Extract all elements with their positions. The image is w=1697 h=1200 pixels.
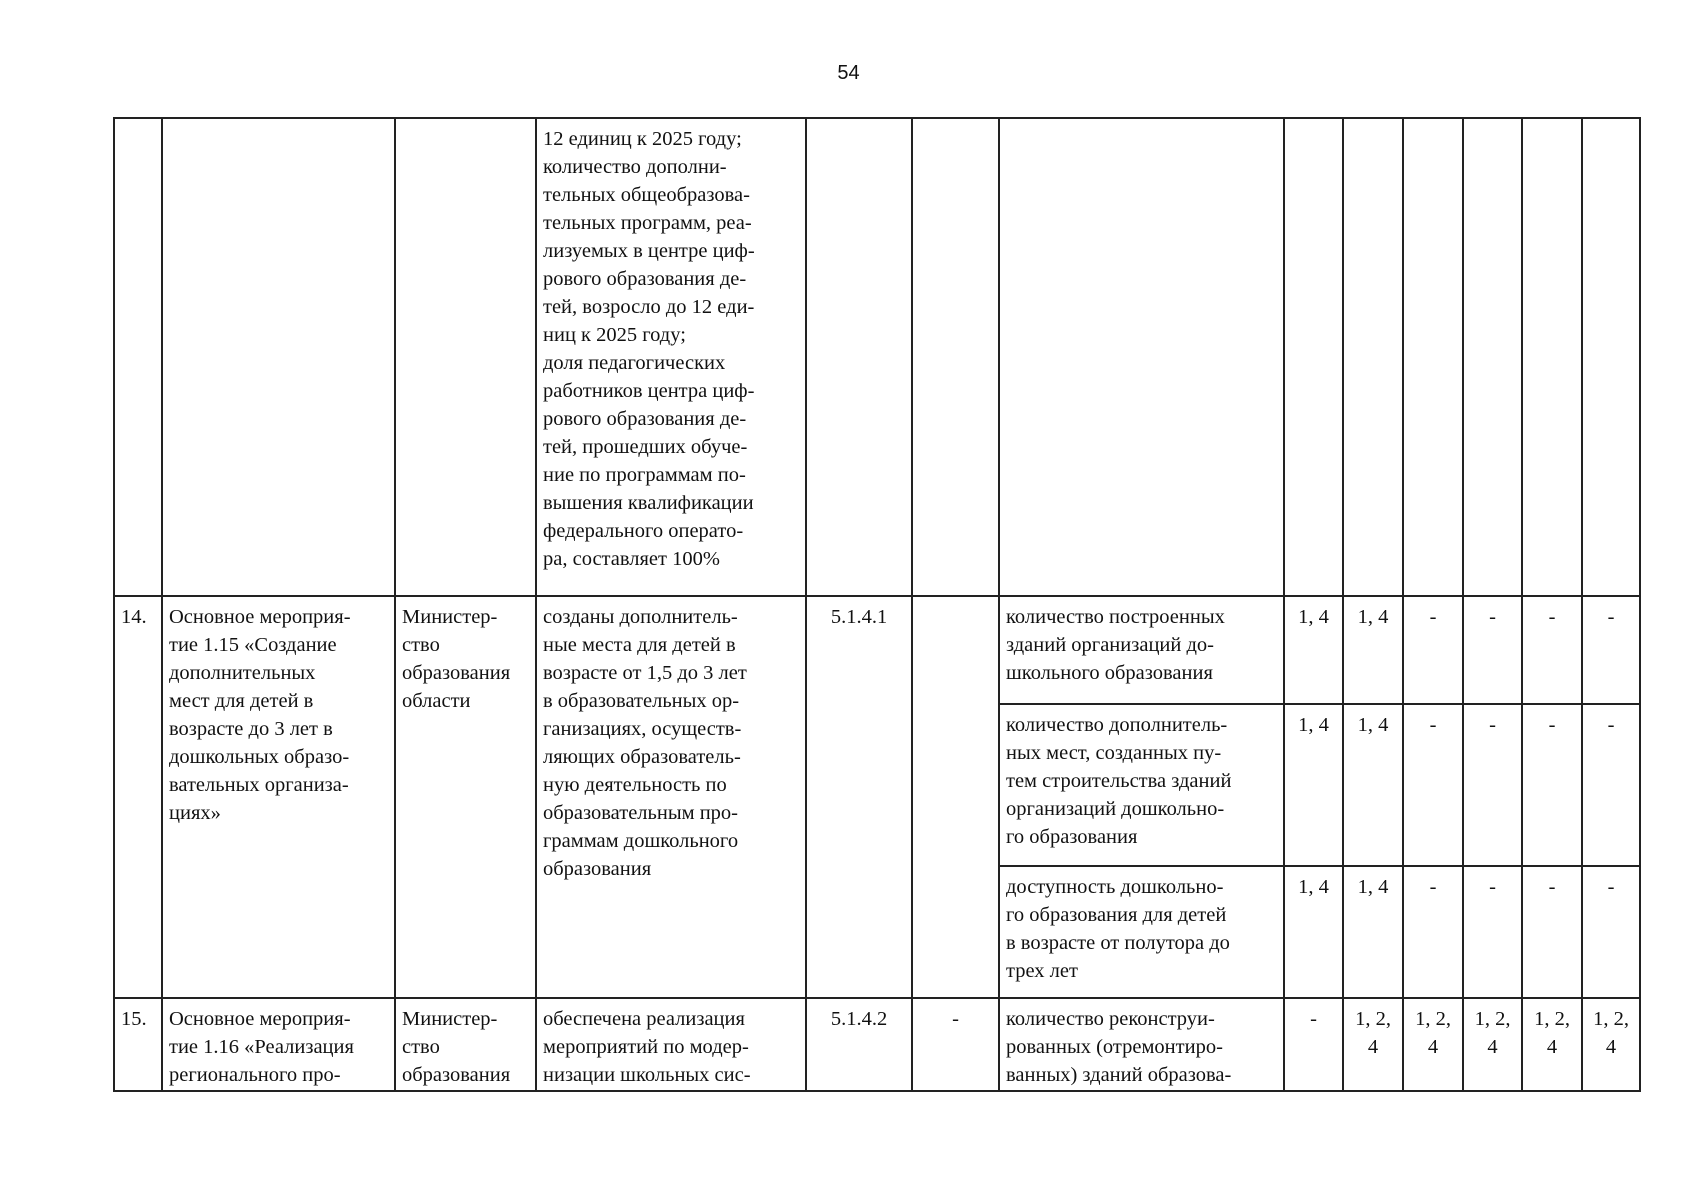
cell-code [806,118,912,596]
cell-value: - [1284,998,1343,1091]
cell-value [1463,118,1522,596]
program-table [113,117,1641,1092]
cell-value [1403,118,1463,596]
table-row [114,596,1640,704]
table-row [114,118,1640,596]
cell-value: - [1463,596,1522,704]
cell-value: - [1582,596,1640,704]
cell-value: - [1522,704,1582,866]
cell-extra [912,118,999,596]
cell-indicator: количество дополнитель- ных мест, созданных пу- тем строительства зданий организаций дошкольно- го образования [999,704,1284,866]
cell-value [1582,118,1640,596]
cell-value: - [1522,866,1582,998]
cell-indicator: количество реконструи- рованных (отремонтиро- ванных) зданий образова- [999,998,1284,1091]
cell-value: - [1403,866,1463,998]
cell-value: - [1463,704,1522,866]
cell-value: 1, 4 [1284,596,1343,704]
cell-value: 1, 4 [1343,704,1403,866]
cell-indicator [999,118,1284,596]
cell-value: 1, 2, 4 [1403,998,1463,1091]
cell-value: - [1582,704,1640,866]
cell-value: 1, 2, 4 [1343,998,1403,1091]
cell-value: 1, 4 [1343,866,1403,998]
cell-value: - [1403,596,1463,704]
cell-code: 5.1.4.1 [806,596,912,998]
cell-value: - [1522,596,1582,704]
cell-event: Основное мероприя- тие 1.16 «Реализация регионального про- [162,998,395,1091]
cell-indicator: количество построенных зданий организаций до- школьного образования [999,596,1284,704]
cell-event [162,118,395,596]
cell-value: - [1463,866,1522,998]
cell-result: созданы дополнитель- ные места для детей в возрасте от 1,5 до 3 лет в образовательных ор- ганизациях, осуществ- ляющих образователь- ную деятельность по образовательным про- граммам дошкольного образования [536,596,806,998]
cell-event: Основное мероприя- тие 1.15 «Создание дополнительных мест для детей в возрасте до 3 лет в дошкольных образо- вательных организа- циях» [162,596,395,998]
cell-result: 12 единиц к 2025 году; количество дополни- тельных общеобразова- тельных программ, реа- лизуемых в центре циф- рового образования де- тей, возросло до 12 еди- ниц к 2025 году; доля педагогических работников центра циф- рового образования де- тей, прошедших обуче- ние по программам по- вышения квалификации федерального операто- ра, составляет 100% [536,118,806,596]
cell-extra: - [912,998,999,1091]
cell-value [1284,118,1343,596]
cell-value: 1, 4 [1284,866,1343,998]
cell-number [114,118,162,596]
cell-value [1343,118,1403,596]
cell-indicator: доступность дошкольно- го образования для детей в возрасте от полутора до трех лет [999,866,1284,998]
cell-extra [912,596,999,998]
cell-value: 1, 4 [1284,704,1343,866]
cell-executor: Министер- ство образования области [395,596,536,998]
cell-number: 14. [114,596,162,998]
cell-executor [395,118,536,596]
cell-code: 5.1.4.2 [806,998,912,1091]
cell-number: 15. [114,998,162,1091]
cell-result: обеспечена реализация мероприятий по модер- низации школьных сис- [536,998,806,1091]
cell-executor: Министер- ство образования [395,998,536,1091]
cell-value [1522,118,1582,596]
page-number: 54 [837,62,860,84]
cell-value: 1, 2, 4 [1463,998,1522,1091]
cell-value: 1, 2, 4 [1582,998,1640,1091]
table-row [114,998,1640,1091]
cell-value: 1, 4 [1343,596,1403,704]
cell-value: - [1582,866,1640,998]
cell-value: - [1403,704,1463,866]
cell-value: 1, 2, 4 [1522,998,1582,1091]
